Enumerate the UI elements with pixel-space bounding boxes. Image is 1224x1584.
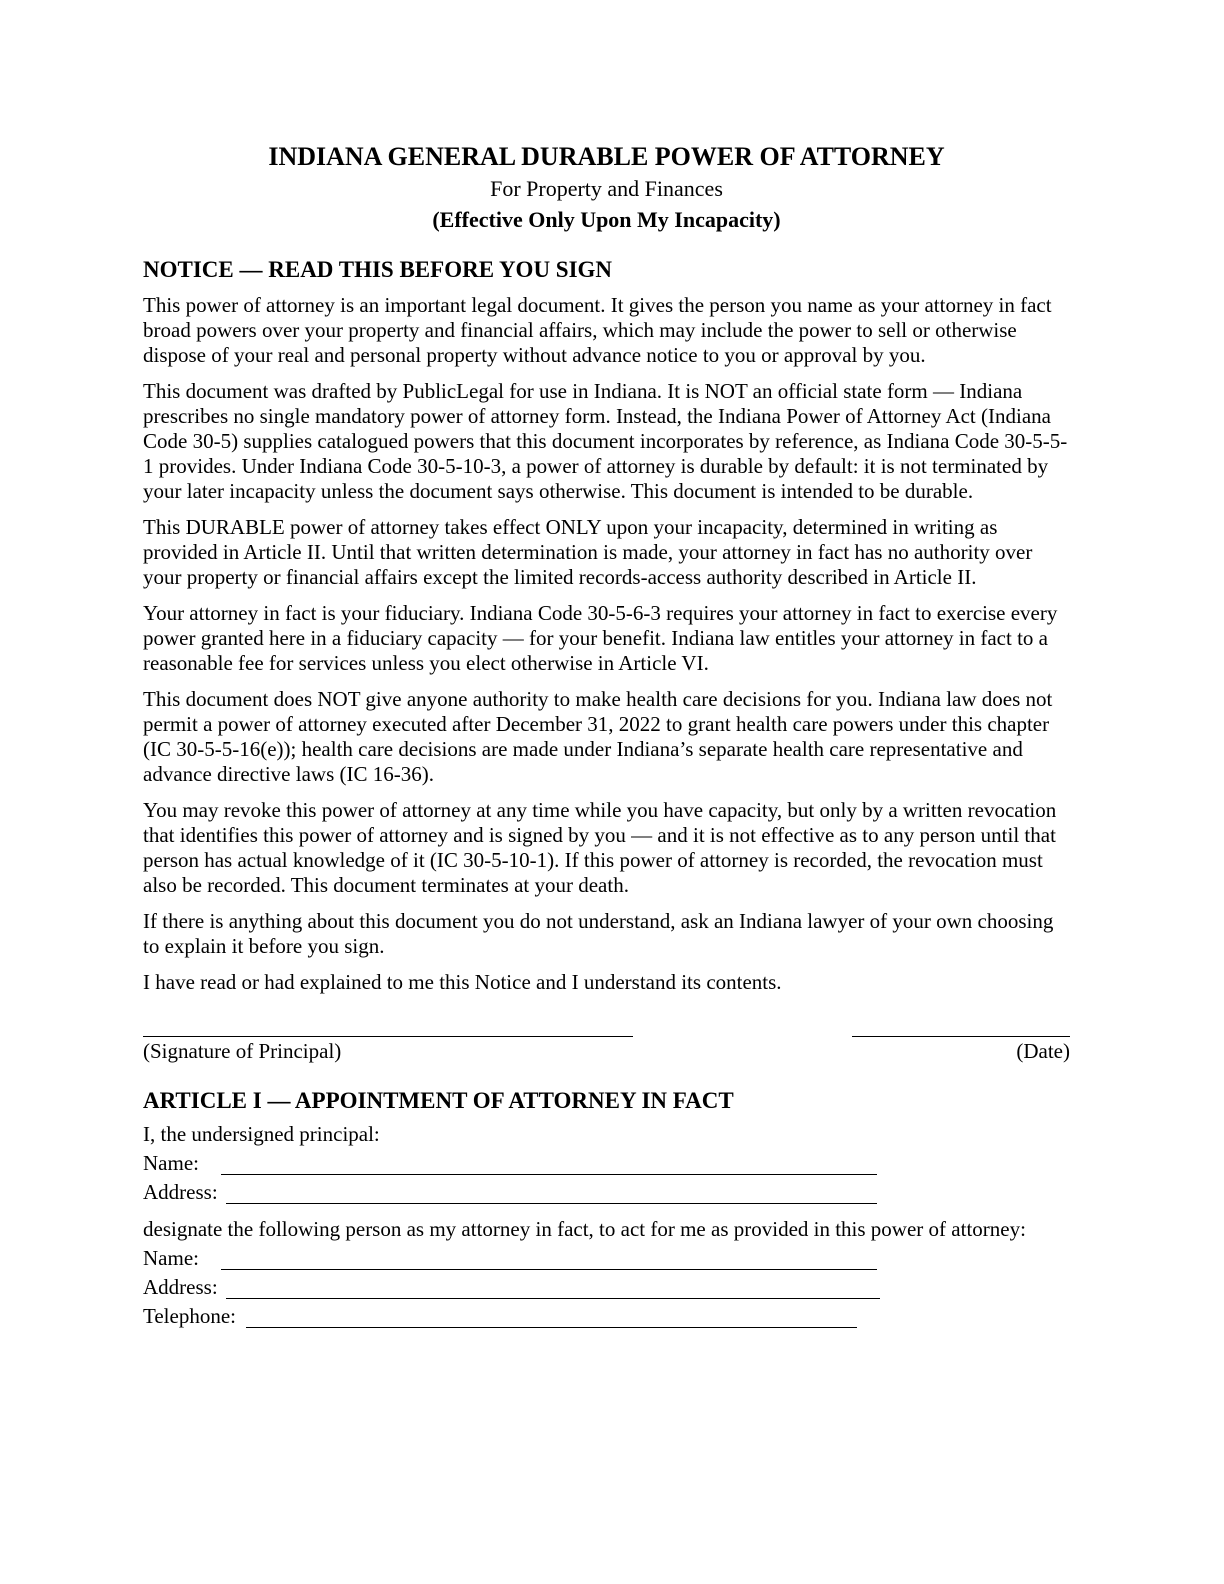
notice-paragraph: Your attorney in fact is your fiduciary. Indiana Code 30-5-6-3 requires your attorney in fact to exercise every power granted here in a fiduciary capacity — for your benefit. Indiana law entitles your attorney in fact to a reasonable fee for services unless you elect otherwise in Article VI.: [143, 601, 1058, 675]
principal-address-label: Address:: [143, 1180, 218, 1204]
principal-name-row: [143, 1149, 1070, 1178]
principal-address-row: [143, 1178, 1070, 1207]
principal-signature-label: (Signature of Principal): [143, 1039, 342, 1063]
notice-paragraph: This document was drafted by PublicLegal for use in Indiana. It is NOT an official state form — Indiana prescribes no single mandatory power of attorney form. Instead, the Indiana Power of Attorney Act (Indiana Code 30-5) supplies catalogued powers that this document incorporates by reference, as Indiana Code 30-5-5-1 provides. Under Indiana Code 30-5-10-3, a power of attorney is durable by default: it is not terminated by your later incapacity unless the document says otherwise. This document is intended to be durable.: [143, 379, 1068, 503]
agent-telephone-row: [143, 1302, 1070, 1331]
document-title: INDIANA GENERAL DURABLE POWER OF ATTORNEY: [268, 142, 945, 171]
signature-date-line[interactable]: [852, 1006, 1070, 1037]
document-page: [143, 140, 1070, 1331]
agent-name-label: Name:: [143, 1246, 199, 1270]
notice-heading: NOTICE — READ THIS BEFORE YOU SIGN: [143, 257, 613, 282]
agent-address-field[interactable]: [226, 1278, 880, 1299]
document-subtitle-bold: (Effective Only Upon My Incapacity): [432, 207, 781, 232]
agent-name-field[interactable]: [221, 1249, 877, 1270]
document-subtitle: For Property and Finances: [490, 176, 723, 201]
principal-intro: I, the undersigned principal:: [143, 1122, 380, 1146]
agent-telephone-label: Telephone:: [143, 1304, 236, 1328]
principal-name-label: Name:: [143, 1151, 199, 1175]
notice-signature-block: [143, 1006, 1070, 1070]
designate-text: designate the following person as my attorney in fact, to act for me as provided in this power of attorney:: [143, 1217, 1026, 1241]
agent-address-label: Address:: [143, 1275, 218, 1299]
date-label: (Date): [1016, 1039, 1070, 1063]
agent-name-row: [143, 1244, 1070, 1273]
notice-paragraph: This power of attorney is an important legal document. It gives the person you name as your attorney in fact broad powers over your property and financial affairs, which may include the power to sell or otherwise dispose of your real and personal property without advance notice to you or approval by you.: [143, 293, 1052, 367]
notice-paragraph: If there is anything about this document you do not understand, ask an Indiana lawyer of your own choosing to explain it before you sign.: [143, 909, 1054, 958]
principal-name-field[interactable]: [221, 1154, 877, 1175]
principal-signature-line[interactable]: [143, 1006, 633, 1037]
agent-telephone-field[interactable]: [246, 1307, 857, 1328]
article-1-heading: ARTICLE I — APPOINTMENT OF ATTORNEY IN FACT: [143, 1088, 734, 1113]
notice-paragraph: This DURABLE power of attorney takes effect ONLY upon your incapacity, determined in writing as provided in Article II. Until that written determination is made, your attorney in fact has no authority over your property or financial affairs except the limited records-access authority described in Article II.: [143, 515, 1033, 589]
principal-address-field[interactable]: [226, 1183, 877, 1204]
agent-address-row: [143, 1273, 1070, 1302]
notice-paragraph: This document does NOT give anyone authority to make health care decisions for you. Indiana law does not permit a power of attorney executed after December 31, 2022 to grant health care powers under this chapter (IC 30-5-5-16(e)); health care decisions are made under Indiana’s separate health care representative and advance directive laws (IC 16-36).: [143, 687, 1053, 786]
notice-paragraph: You may revoke this power of attorney at any time while you have capacity, but only by a written revocation that identifies this power of attorney and is signed by you — and it is not effective as to any person until that person has actual knowledge of it (IC 30-5-10-1). If this power of attorney is recorded, the revocation must also be recorded. This document terminates at your death.: [143, 798, 1057, 897]
notice-acknowledgment: I have read or had explained to me this Notice and I understand its contents.: [143, 970, 782, 994]
